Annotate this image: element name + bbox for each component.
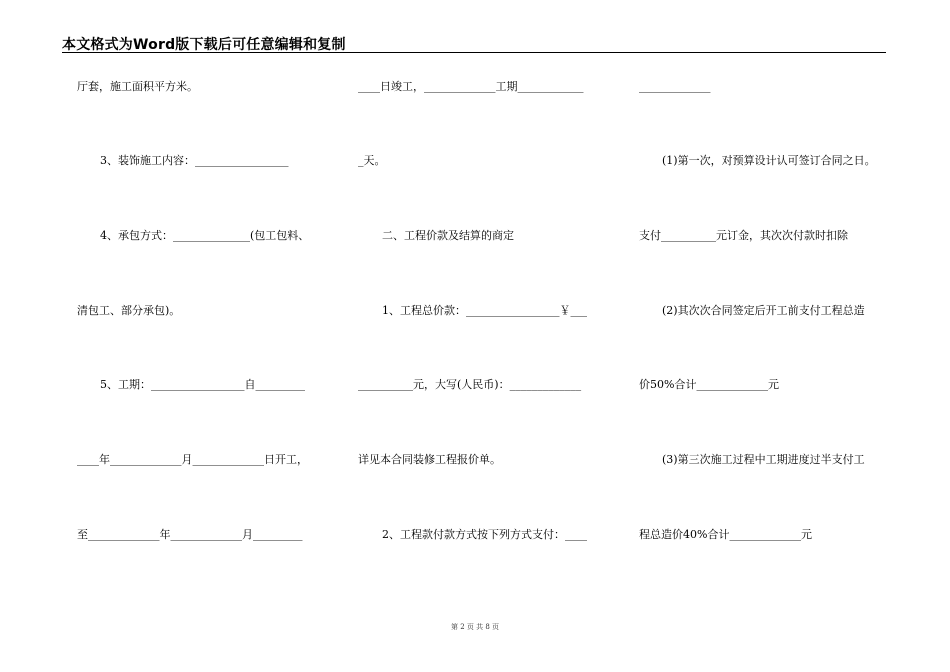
left-line-3: 4、承包方式：______________(包工包料、 bbox=[100, 229, 310, 242]
right-line-1: _____________ bbox=[639, 80, 711, 93]
right-line-6: (3)第三次施工过程中工期进度过半支付工 bbox=[662, 453, 865, 466]
middle-line-5: __________元，大写(人民币)：_____________ bbox=[358, 378, 582, 391]
page-number: 第 2 页 共 8 页 bbox=[450, 623, 500, 631]
middle-line-7: 2、工程款付款方式按下列方式支付：____ bbox=[382, 528, 587, 541]
right-line-3: 支付__________元订金，其次次付款时扣除 bbox=[639, 229, 848, 242]
page-header bbox=[62, 30, 886, 53]
left-line-1: 厅套，施工面积平方米。 bbox=[77, 80, 198, 93]
left-line-2: 3、装饰施工内容：_________________ bbox=[100, 154, 289, 167]
middle-line-1: ____日竣工，_____________工期____________ bbox=[358, 80, 584, 93]
header-title: 本文格式为Word版下载后可任意编辑和复制 bbox=[62, 37, 346, 53]
left-line-4: 清包工、部分承包)。 bbox=[77, 304, 181, 317]
left-line-7: 至_____________年_____________月_________ bbox=[77, 528, 303, 541]
middle-line-6: 详见本合同装修工程报价单。 bbox=[358, 453, 501, 466]
middle-line-4: 1、工程总价款：_________________￥___ bbox=[382, 304, 587, 317]
middle-line-3: 二、工程价款及结算的商定 bbox=[382, 229, 514, 242]
left-line-6: ____年_____________月_____________日开工， bbox=[77, 453, 308, 466]
right-line-2: (1)第一次，对预算设计认可签订合同之日。 bbox=[662, 154, 876, 167]
right-line-7: 程总造价40%合计_____________元 bbox=[639, 528, 812, 541]
right-line-4: (2)其次次合同签定后开工前支付工程总造 bbox=[662, 304, 865, 317]
right-line-5: 价50%合计_____________元 bbox=[639, 378, 779, 391]
left-line-5: 5、工期：_________________自_________ bbox=[100, 378, 305, 391]
middle-line-2: _天。 bbox=[358, 154, 386, 167]
